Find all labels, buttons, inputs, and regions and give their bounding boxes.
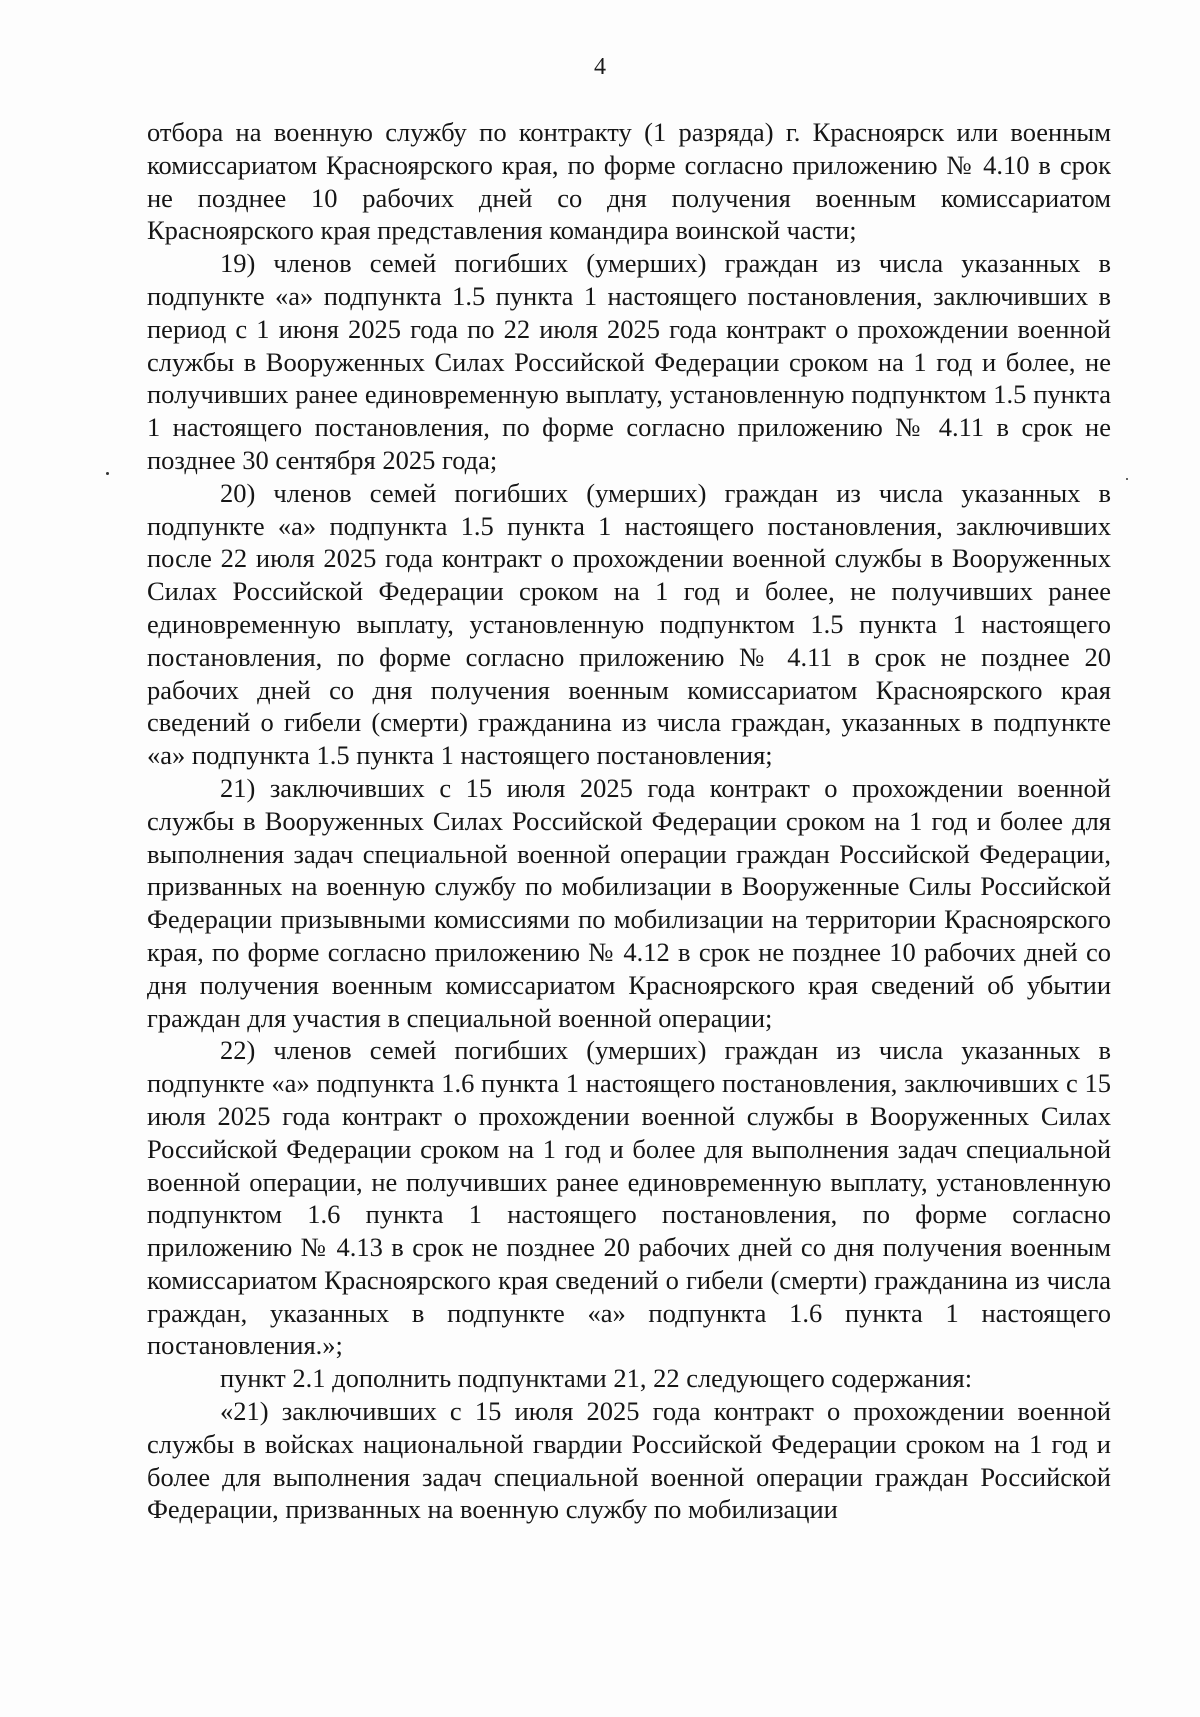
paragraph-item-20: 20) членов семей погибших (умерших) граждан из числа указанных в подпункте «а» подпункта 1.5 пункта 1 настоящего постановления, заключивших после 22 июля 2025 года контракт о прохождении военной службы в Вооруженных Силах Российской Федерации сроком на 1 год и более, не получивших ранее единовременную выплату, установленную подпунктом 1.5 пункта 1 настоящего постановления, по форме согласно приложению № 4.11 в срок не позднее 20 рабочих дней со дня получения военным комиссариатом Красноярского края сведений о гибели (смерти) гражданина из числа граждан, указанных в подпункте «а» подпункта 1.5 пункта 1 настоящего постановления; (147, 477, 1111, 771)
scan-speck (106, 472, 109, 475)
paragraph-item-19: 19) членов семей погибших (умерших) граждан из числа указанных в подпункте «а» подпункта 1.5 пункта 1 настоящего постановления, заключивших в период с 1 июня 2025 года по 22 июля 2025 года контракт о прохождении военной службы в Вооруженных Силах Российской Федерации сроком на 1 год и более, не получивших ранее единовременную выплату, установленную подпунктом 1.5 пункта 1 настоящего постановления, по форме согласно приложению № 4.11 в срок не позднее 30 сентября 2025 года; (147, 248, 1111, 475)
paragraph-item-22: 22) членов семей погибших (умерших) граждан из числа указанных в подпункте «а» подпункта 1.6 пункта 1 настоящего постановления, заключивших с 15 июля 2025 года контракт о прохождении военной службы в Вооруженных Силах Российской Федерации сроком на 1 год и более для выполнения задач специальной военной операции, не получивших ранее единовременную выплату, установленную подпунктом 1.6 пункта 1 настоящего постановления, по форме согласно приложению № 4.13 в срок не позднее 20 рабочих дней со дня получения военным комиссариатом Красноярского края сведений о гибели (смерти) гражданина из числа граждан, указанных в подпункте «а» подпункта 1.6 пункта 1 настоящего постановления.»; (147, 1035, 1111, 1361)
paragraph-new-item-21: «21) заключивших с 15 июля 2025 года контракт о прохождении военной службы в войсках национальной гвардии Российской Федерации сроком на 1 год и более для выполнения задач специальной военной операции граждан Российской Федерации, призванных на военную службу по мобилизации (147, 1396, 1111, 1525)
page-number: 4 (594, 54, 606, 80)
document-body (147, 116, 1111, 1526)
paragraph-item-21: 21) заключивших с 15 июля 2025 года контракт о прохождении военной службы в Вооруженных Силах Российской Федерации сроком на 1 год и более для выполнения задач специальной военной операции граждан Российской Федерации, призванных на военную службу по мобилизации в Вооруженные Силы Российской Федерации призывными комиссиями по мобилизации на территории Красноярского края, по форме согласно приложению № 4.12 в срок не позднее 10 рабочих дней со дня получения военным комиссариатом Красноярского края сведений об убытии граждан для участия в специальной военной операции; (147, 772, 1111, 1033)
paragraph-amendment-2-1: пункт 2.1 дополнить подпунктами 21, 22 следующего содержания: (220, 1363, 973, 1394)
paragraph-continuation-18: отбора на военную службу по контракту (1 разряда) г. Красноярск или военным комиссариатом Красноярского края, по форме согласно приложению № 4.10 в срок не позднее 10 рабочих дней со дня получения военным комиссариатом Красноярского края представления командира воинской части; (147, 117, 1111, 246)
scan-speck (1126, 478, 1128, 480)
